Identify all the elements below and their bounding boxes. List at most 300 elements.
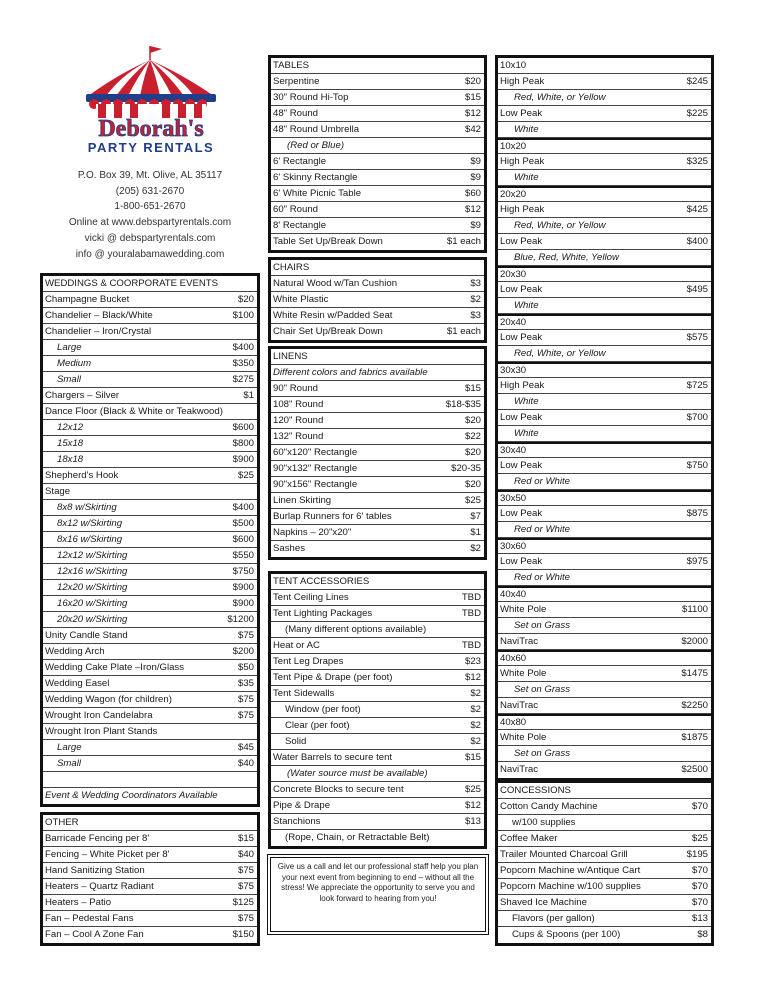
price-row: [271, 397, 484, 413]
price-row: [498, 346, 711, 362]
price-row: [498, 138, 711, 154]
contact-info: [40, 168, 260, 262]
item-price: $1: [470, 526, 481, 538]
item-price: $20: [464, 446, 481, 458]
price-row: [498, 170, 711, 186]
price-row: [498, 186, 711, 202]
logo-tagline-text: PARTY RENTALS: [87, 140, 215, 155]
item-name: Unity Candle Stand: [45, 629, 128, 641]
price-row: [498, 490, 711, 506]
item-name: 48" Round Umbrella: [273, 123, 360, 135]
item-name: Barricade Fencing per 8': [45, 832, 150, 844]
item-price: $500: [232, 517, 254, 529]
item-price: $25: [237, 469, 254, 481]
price-row: [498, 730, 711, 746]
item-name: White Plastic: [273, 293, 329, 305]
item-name: White: [514, 395, 539, 407]
item-price: TBD: [461, 591, 481, 603]
item-price: $600: [232, 533, 254, 545]
item-name: High Peak: [500, 75, 545, 87]
item-name: 30x30: [500, 364, 527, 376]
price-row: [498, 650, 711, 666]
price-row: [43, 308, 257, 324]
price-row: [498, 442, 711, 458]
item-price: $20-35: [451, 462, 481, 474]
item-name: 120" Round: [273, 414, 324, 426]
item-name: 30x50: [500, 492, 527, 504]
price-row: [498, 218, 711, 234]
price-row: [43, 548, 257, 564]
item-name: Low Peak: [500, 411, 543, 423]
price-row: [271, 154, 484, 170]
item-name: Shaved Ice Machine: [500, 896, 587, 908]
item-price: $12: [464, 799, 481, 811]
item-name: 48" Round: [273, 107, 319, 119]
price-row: [271, 830, 484, 846]
price-row: [43, 468, 257, 484]
price-row: [498, 911, 711, 927]
item-price: $245: [686, 75, 708, 87]
linens-section: [268, 346, 487, 560]
price-row: [498, 602, 711, 618]
item-name: 12x20 w/Skirting: [57, 581, 128, 593]
item-price: $40: [237, 757, 254, 769]
item-name: Water Barrels to secure tent: [273, 751, 393, 763]
item-name: 6' White Picnic Table: [273, 187, 362, 199]
price-row: [271, 718, 484, 734]
item-name: Natural Wood w/Tan Cushion: [273, 277, 398, 289]
item-price: $25: [691, 832, 708, 844]
price-row: [43, 596, 257, 612]
section-title-text: CONCESSIONS: [500, 784, 571, 796]
item-name: Tent Lighting Packages: [273, 607, 373, 619]
item-name: 8x12 w/Skirting: [57, 517, 123, 529]
section-title-text: CHAIRS: [273, 261, 310, 273]
price-row: [498, 426, 711, 442]
item-name: 90" Round: [273, 382, 319, 394]
item-price: $75: [237, 629, 254, 641]
price-row: [271, 525, 484, 541]
price-row: [43, 532, 257, 548]
contact-line: vicki @ debspartyrentals.com: [84, 232, 216, 244]
price-row: [43, 628, 257, 644]
price-row: [43, 660, 257, 676]
price-row: [271, 170, 484, 186]
item-price: $1200: [227, 613, 254, 625]
item-name: Large: [57, 341, 82, 353]
item-name: Red, White, or Yellow: [514, 91, 606, 103]
price-row: [43, 356, 257, 372]
item-name: White Pole: [500, 731, 547, 743]
item-name: Fan – Pedestal Fans: [45, 912, 134, 924]
price-row: [43, 788, 257, 804]
price-row: [43, 420, 257, 436]
item-price: $1 each: [446, 326, 481, 337]
price-row: [271, 750, 484, 766]
item-name: 10x10: [500, 59, 527, 71]
section-title-text: WEDDINGS & COORPORATE EVENTS: [45, 277, 219, 289]
item-price: $25: [464, 494, 481, 506]
item-price: $225: [686, 107, 708, 119]
item-price: $325: [686, 155, 708, 167]
item-price: $70: [691, 800, 708, 812]
item-name: Red or White: [514, 523, 570, 535]
price-row: [43, 831, 257, 847]
price-row: [271, 308, 484, 324]
item-price: $2: [470, 703, 481, 715]
price-row: [271, 782, 484, 798]
item-name: 40x60: [500, 652, 527, 664]
item-price: $1875: [681, 731, 708, 743]
item-price: $45: [237, 741, 254, 753]
item-price: $20: [237, 293, 254, 305]
item-name: 90"x156" Rectangle: [273, 478, 358, 490]
item-name: Large: [57, 741, 82, 753]
price-row: [43, 847, 257, 863]
item-name: 6' Rectangle: [273, 155, 327, 167]
item-price: $350: [232, 357, 254, 369]
weddings-section: [40, 273, 260, 807]
item-price: $20: [464, 478, 481, 490]
item-price: $12: [464, 203, 481, 215]
item-name: Window (per foot): [285, 703, 361, 715]
item-name: Stage: [45, 485, 71, 497]
item-name: Wedding Arch: [45, 645, 105, 657]
price-row: [498, 58, 711, 74]
item-name: 20x40: [500, 316, 527, 328]
price-row: [43, 740, 257, 756]
item-name: Tent Leg Drapes: [273, 655, 344, 667]
price-row: [498, 831, 711, 847]
item-name: Medium: [57, 357, 92, 369]
item-name: 30x40: [500, 444, 527, 456]
item-price: $25: [464, 783, 481, 795]
item-price: $125: [232, 896, 254, 908]
item-name: Wrought Iron Plant Stands: [45, 725, 158, 737]
price-row: [498, 298, 711, 314]
item-name: 90"x132" Rectangle: [273, 462, 358, 474]
item-price: $725: [686, 379, 708, 391]
item-price: $550: [232, 549, 254, 561]
item-name: High Peak: [500, 155, 545, 167]
contact-line: (205) 631-2670: [115, 185, 185, 197]
item-name: NaviTrac: [500, 764, 539, 775]
item-price: $2500: [681, 764, 708, 775]
item-name: Solid: [285, 735, 307, 747]
price-row: [43, 516, 257, 532]
price-row: [498, 863, 711, 879]
item-name: 30x60: [500, 540, 527, 552]
item-name: Champagne Bucket: [45, 293, 130, 305]
price-row: [271, 493, 484, 509]
price-row: [498, 474, 711, 490]
item-price: $70: [691, 896, 708, 908]
item-name: 18x18: [57, 453, 84, 465]
price-row: [498, 506, 711, 522]
item-price: TBD: [461, 607, 481, 619]
logo-name-text: Deborah's: [98, 116, 204, 142]
price-row: [498, 762, 711, 778]
item-name: 12x16 w/Skirting: [57, 565, 128, 577]
price-row: [271, 814, 484, 830]
item-name: Serpentine: [273, 75, 320, 87]
item-name: Low Peak: [500, 331, 543, 343]
item-name: Hand Sanitizing Station: [45, 864, 145, 876]
price-row: [498, 618, 711, 634]
item-price: $900: [232, 597, 254, 609]
item-name: Set on Grass: [514, 619, 570, 631]
item-price: $9: [470, 219, 481, 231]
item-name: 20x30: [500, 268, 527, 280]
item-name: White: [514, 171, 539, 183]
deborahs-logo: [78, 44, 228, 156]
item-price: $400: [232, 341, 254, 353]
price-row: [271, 638, 484, 654]
item-name: Chair Set Up/Break Down: [273, 326, 383, 337]
price-row: [271, 654, 484, 670]
price-row: [43, 580, 257, 596]
item-name: Tent Ceiling Lines: [273, 591, 349, 603]
price-row: [498, 362, 711, 378]
item-name: Wrought Iron Candelabra: [45, 709, 153, 721]
item-name: High Peak: [500, 203, 545, 215]
item-name: Table Set Up/Break Down: [273, 236, 383, 247]
item-name: Fencing – White Picket per 8': [45, 848, 170, 860]
price-row: [271, 509, 484, 525]
price-row: [498, 746, 711, 762]
section-title-text: LINENS: [273, 350, 308, 362]
item-price: $22: [464, 430, 481, 442]
item-price: $13: [464, 815, 481, 827]
price-row: [271, 670, 484, 686]
price-row: [498, 202, 711, 218]
price-row: [498, 815, 711, 831]
item-name: Event & Wedding Coordinators Available: [45, 790, 218, 801]
price-row: [271, 292, 484, 308]
item-price: $900: [232, 581, 254, 593]
item-name: Low Peak: [500, 459, 543, 471]
item-name: Red, White, or Yellow: [514, 347, 606, 359]
item-price: $8: [697, 929, 708, 940]
item-price: TBD: [461, 639, 481, 651]
contact-line: info @ youralabamawedding.com: [75, 248, 225, 260]
item-price: $900: [232, 453, 254, 465]
price-row: [498, 410, 711, 426]
item-price: $3: [470, 277, 481, 289]
item-name: 60" Round: [273, 203, 319, 215]
item-price: $70: [691, 880, 708, 892]
tables-section: [268, 55, 487, 253]
item-price: $23: [464, 655, 481, 667]
item-name: Napkins – 20"x20": [273, 526, 352, 538]
price-row: [43, 879, 257, 895]
price-row: [43, 452, 257, 468]
price-row: [271, 606, 484, 622]
item-price: $400: [686, 235, 708, 247]
section-title: [271, 260, 484, 276]
item-price: $60: [464, 187, 481, 199]
tent-accessories-section: [268, 571, 487, 849]
item-price: $12: [464, 107, 481, 119]
price-row: [271, 202, 484, 218]
item-price: $9: [470, 155, 481, 167]
item-price: $3: [470, 309, 481, 321]
item-name: Linen Skirting: [273, 494, 332, 506]
item-name: White Pole: [500, 667, 547, 679]
item-price: $750: [232, 565, 254, 577]
item-name: Dance Floor (Black & White or Teakwood): [45, 405, 223, 417]
item-price: $600: [232, 421, 254, 433]
closing-message: Give us a call and let our professional staff help you plan your next event from beginning to end – without all the stress! We appreciate the opportunity to serve you and look forward to hearing from you!: [270, 857, 486, 932]
item-price: $2: [470, 719, 481, 731]
item-price: $42: [464, 123, 481, 135]
price-row: [43, 676, 257, 692]
other-section: [40, 812, 260, 946]
price-row: [43, 388, 257, 404]
price-row: [498, 927, 711, 943]
price-row: [271, 413, 484, 429]
price-row: [43, 863, 257, 879]
price-row: [498, 586, 711, 602]
section-title: [43, 815, 257, 831]
price-row: [271, 74, 484, 90]
price-row: [271, 218, 484, 234]
item-price: $975: [686, 555, 708, 567]
item-name: 40x80: [500, 716, 527, 728]
section-title: [271, 349, 484, 365]
item-name: 60"x120" Rectangle: [273, 446, 358, 458]
item-name: 20x20 w/Skirting: [57, 613, 128, 625]
price-row: [43, 708, 257, 724]
item-name: Low Peak: [500, 107, 543, 119]
price-row: [43, 404, 257, 420]
item-price: $35: [237, 677, 254, 689]
price-row: [43, 372, 257, 388]
item-name: 8x16 w/Skirting: [57, 533, 123, 545]
item-price: $2: [470, 735, 481, 747]
item-name: (Red or Blue): [287, 139, 345, 151]
price-row: [498, 250, 711, 266]
item-name: 6' Skinny Rectangle: [273, 171, 358, 183]
item-name: Flavors (per gallon): [512, 912, 595, 924]
price-row: [271, 186, 484, 202]
price-row: [498, 74, 711, 90]
section-title: [271, 574, 484, 590]
item-name: Stanchions: [273, 815, 321, 827]
item-name: Tent Sidewalls: [273, 687, 335, 699]
item-name: 12x12: [57, 421, 84, 433]
item-name: Set on Grass: [514, 747, 570, 759]
price-row: [271, 106, 484, 122]
item-price: $750: [686, 459, 708, 471]
item-name: Cups & Spoons (per 100): [512, 929, 621, 940]
item-name: (Rope, Chain, or Retractable Belt): [285, 832, 430, 843]
item-price: $2: [470, 687, 481, 699]
item-price: $700: [686, 411, 708, 423]
item-name: Wedding Easel: [45, 677, 110, 689]
tents-section: [495, 55, 714, 781]
price-row: [498, 799, 711, 815]
item-name: Low Peak: [500, 507, 543, 519]
item-price: $1: [243, 389, 254, 401]
item-price: $275: [232, 373, 254, 385]
item-price: $18-$35: [445, 398, 481, 410]
item-name: Wedding Cake Plate –Iron/Glass: [45, 661, 185, 673]
item-name: Popcorn Machine w/100 supplies: [500, 880, 641, 892]
item-name: 8' Rectangle: [273, 219, 327, 231]
price-row: [498, 314, 711, 330]
price-row: [271, 445, 484, 461]
price-row: [271, 234, 484, 250]
price-row: [271, 686, 484, 702]
price-row: [43, 484, 257, 500]
concessions-section: [495, 780, 714, 946]
item-name: 30" Round Hi-Top: [273, 91, 349, 103]
item-name: Wedding Wagon (for children): [45, 693, 172, 705]
price-row: [498, 90, 711, 106]
section-title-text: OTHER: [45, 816, 79, 828]
price-row: [271, 122, 484, 138]
price-row: [498, 554, 711, 570]
item-price: $1475: [681, 667, 708, 679]
item-name: (Many different options available): [285, 623, 427, 635]
item-price: $100: [232, 309, 254, 321]
item-name: 16x20 w/Skirting: [57, 597, 128, 609]
item-name: White: [514, 123, 539, 135]
item-price: $50: [237, 661, 254, 673]
section-title-text: TABLES: [273, 59, 310, 71]
item-price: $75: [237, 912, 254, 924]
price-row: [43, 772, 257, 788]
price-row: [498, 522, 711, 538]
contact-line: P.O. Box 39, Mt. Olive, AL 35117: [77, 170, 223, 181]
price-row: [498, 666, 711, 682]
price-row: [271, 324, 484, 340]
item-name: White: [514, 299, 539, 311]
item-name: High Peak: [500, 379, 545, 391]
item-price: $75: [237, 709, 254, 721]
item-price: $1100: [682, 603, 708, 615]
item-price: $20: [464, 75, 481, 87]
item-name: 15x18: [57, 437, 84, 449]
price-row: [271, 276, 484, 292]
item-name: White Resin w/Padded Seat: [273, 309, 393, 321]
item-name: Blue, Red, White, Yellow: [514, 251, 619, 263]
item-name: 132" Round: [273, 430, 324, 442]
price-row: [43, 692, 257, 708]
item-price: $40: [237, 848, 254, 860]
price-row: [43, 340, 257, 356]
item-name: White Pole: [500, 603, 547, 615]
price-row: [271, 365, 484, 381]
item-name: Heat or AC: [273, 639, 320, 651]
price-row: [271, 138, 484, 154]
item-name: w/100 supplies: [512, 816, 576, 828]
price-row: [43, 644, 257, 660]
price-row: [498, 634, 711, 650]
item-name: NaviTrac: [500, 635, 539, 647]
price-row: [498, 682, 711, 698]
item-price: $425: [686, 203, 708, 215]
item-price: $2250: [681, 699, 708, 711]
item-name: White: [514, 427, 539, 439]
item-name: Pipe & Drape: [273, 799, 331, 811]
price-row: [43, 564, 257, 580]
price-row: [271, 622, 484, 638]
price-row: [271, 702, 484, 718]
item-price: $2000: [681, 635, 708, 647]
price-row: [498, 847, 711, 863]
